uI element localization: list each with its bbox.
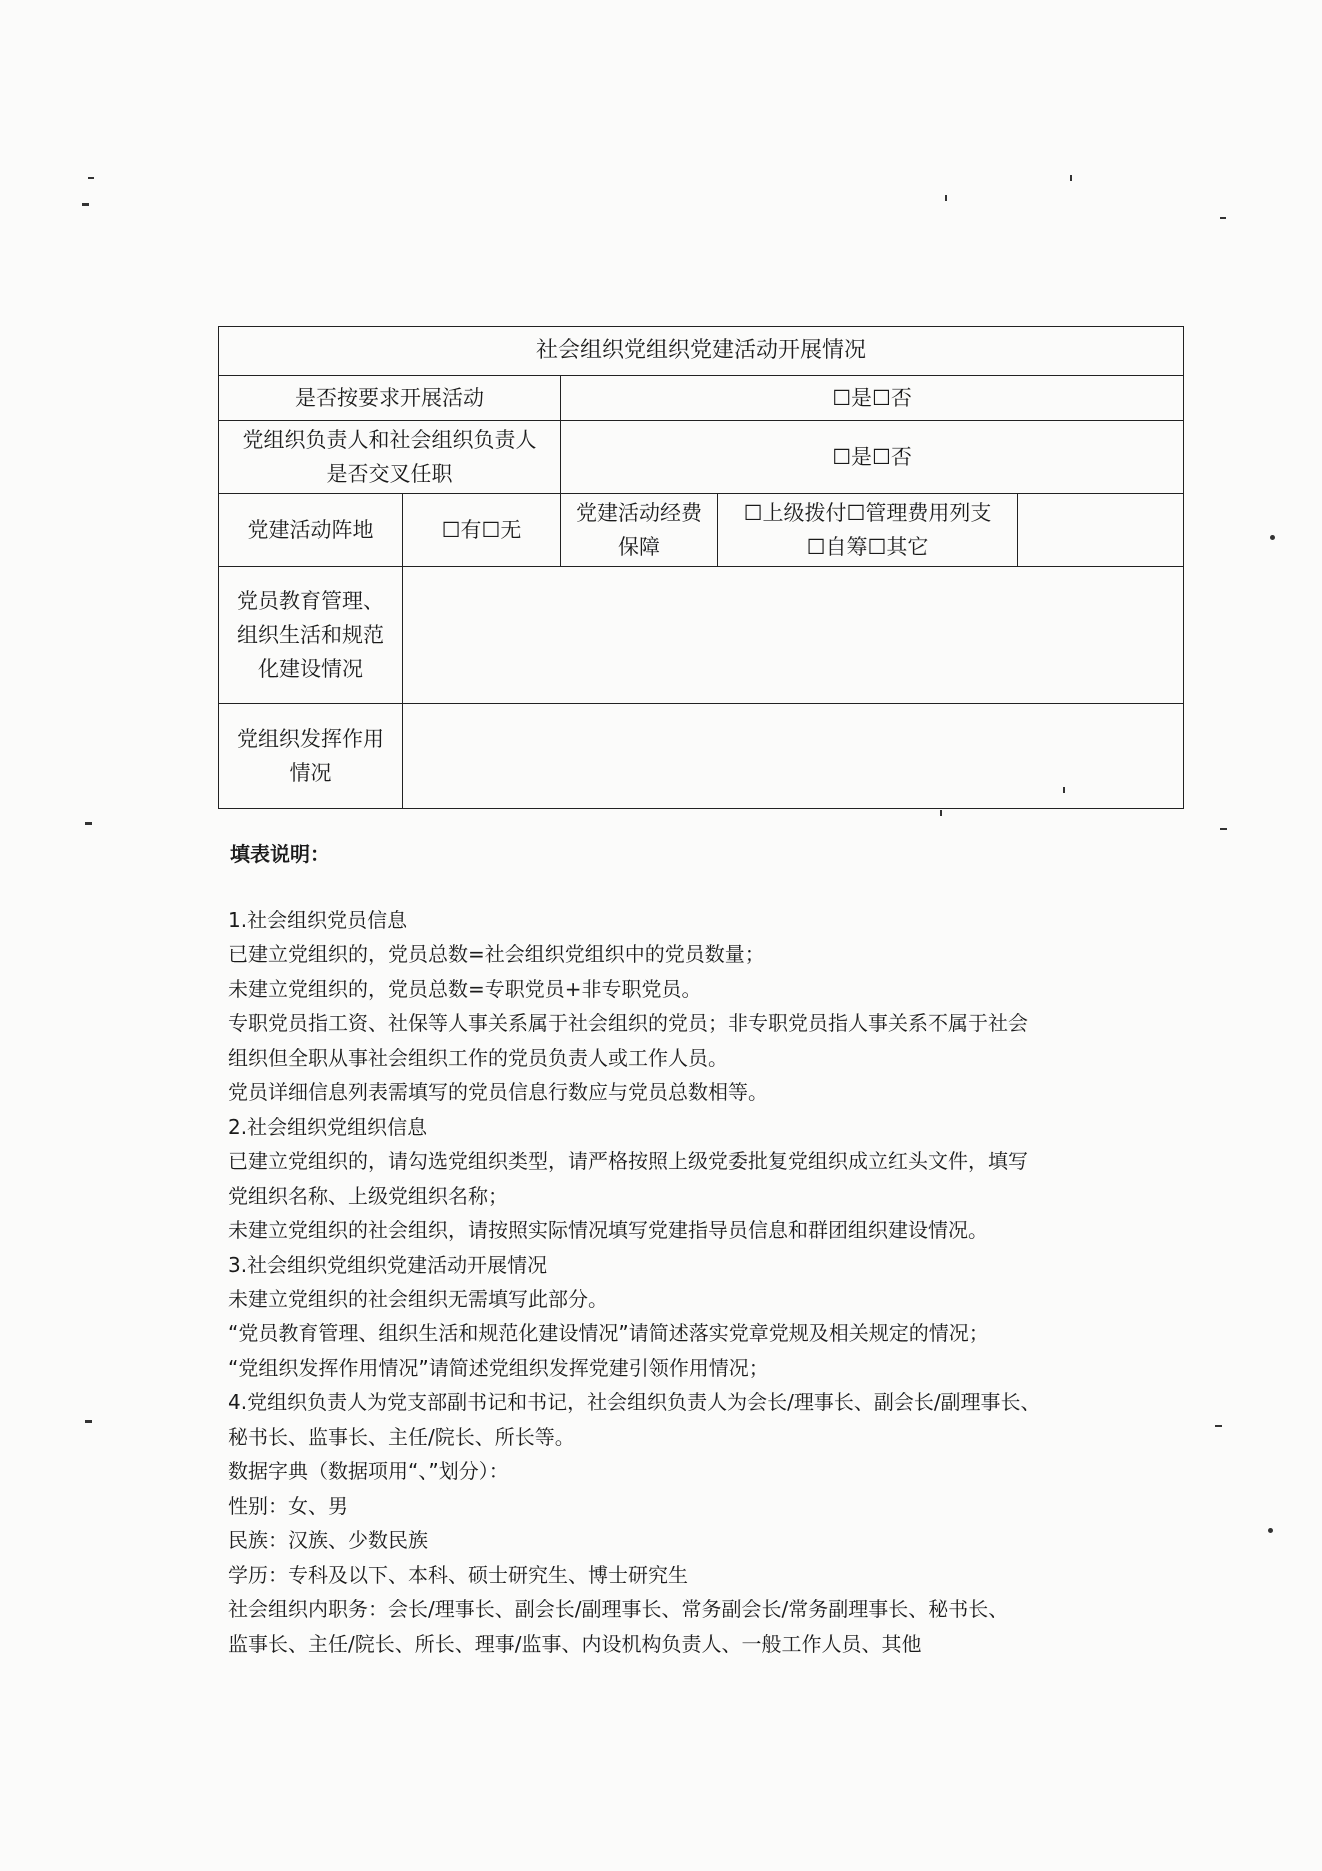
scan-speck <box>85 1420 92 1423</box>
education-label-line3: 化建设情况 <box>258 657 363 681</box>
cross-post-label-line1: 党组织负责人和社会组织负责人 <box>242 428 537 452</box>
venue-label: 党建活动阵地 <box>219 494 403 567</box>
scan-speck <box>88 177 94 179</box>
note-line: 民族：汉族、少数民族 <box>228 1528 428 1553</box>
scan-speck <box>1270 535 1275 540</box>
cross-post-checkbox-group[interactable]: ☐是☐否 <box>561 421 1184 494</box>
note-line: 4.党组织负责人为党支部副书记和书记，社会组织负责人为会长/理事长、副会长/副理事长、 <box>228 1390 1041 1415</box>
scan-speck <box>1220 828 1227 830</box>
scan-speck <box>85 822 92 825</box>
note-line: 未建立党组织的社会组织无需填写此部分。 <box>228 1286 608 1311</box>
scan-speck <box>1220 217 1226 219</box>
note-line: 2.社会组织党组织信息 <box>228 1114 428 1139</box>
funding-label-line1: 党建活动经费 <box>576 501 702 525</box>
funding-options-line1[interactable]: ☐上级拨付☐管理费用列支 <box>743 501 992 525</box>
note-line: “党员教育管理、组织生活和规范化建设情况”请简述落实党章党规及相关规定的情况； <box>228 1321 989 1346</box>
note-line: 党组织名称、上级党组织名称； <box>228 1183 508 1208</box>
role-input-cell[interactable] <box>403 704 1184 809</box>
activity-label: 是否按要求开展活动 <box>219 376 561 421</box>
note-line: 性别：女、男 <box>228 1493 348 1518</box>
note-line: 组织但全职从事社会组织工作的党员负责人或工作人员。 <box>228 1045 728 1070</box>
funding-options-line2[interactable]: ☐自筹☐其它 <box>806 535 929 559</box>
scan-speck <box>1063 787 1065 793</box>
scan-speck <box>82 203 89 206</box>
venue-checkbox-group[interactable]: ☐有☐无 <box>403 494 561 567</box>
party-activity-table <box>218 326 1184 809</box>
scan-speck <box>945 195 947 201</box>
cross-post-label <box>219 421 561 494</box>
education-label-line2: 组织生活和规范 <box>237 623 384 647</box>
note-line: 监事长、主任/院长、所长、理事/监事、内设机构负责人、一般工作人员、其他 <box>228 1631 922 1656</box>
note-line: 数据字典（数据项用“、”划分）： <box>228 1459 509 1484</box>
role-label-line2: 情况 <box>289 761 332 785</box>
funding-label-line2: 保障 <box>618 535 660 559</box>
notes-body <box>228 903 1118 1661</box>
education-label-line1: 党员教育管理、 <box>237 589 384 613</box>
scan-speck <box>1070 175 1072 181</box>
note-line: 专职党员指工资、社保等人事关系属于社会组织的党员；非专职党员指人事关系不属于社会 <box>228 1011 1028 1036</box>
funding-checkbox-group[interactable] <box>718 494 1018 567</box>
funding-extra-cell[interactable] <box>1018 494 1184 567</box>
scan-speck <box>1215 1425 1222 1427</box>
role-label <box>219 704 403 809</box>
cross-post-label-line2: 是否交叉任职 <box>326 462 453 486</box>
education-label <box>219 567 403 704</box>
role-label-line1: 党组织发挥作用 <box>237 727 384 751</box>
notes-heading: 填表说明： <box>230 842 330 866</box>
note-line: 学历：专科及以下、本科、硕士研究生、博士研究生 <box>228 1562 688 1587</box>
education-input-cell[interactable] <box>403 567 1184 704</box>
table-title: 社会组织党组织党建活动开展情况 <box>219 327 1184 376</box>
note-line: 党员详细信息列表需填写的党员信息行数应与党员总数相等。 <box>228 1080 768 1105</box>
note-line: 1.社会组织党员信息 <box>228 908 408 932</box>
note-line: 秘书长、监事长、主任/院长、所长等。 <box>228 1424 575 1449</box>
note-line: 未建立党组织的社会组织，请按照实际情况填写党建指导员信息和群团组织建设情况。 <box>228 1218 988 1243</box>
scan-speck <box>940 810 942 816</box>
note-line: “党组织发挥作用情况”请简述党组织发挥党建引领作用情况； <box>228 1355 769 1380</box>
funding-label <box>561 494 718 567</box>
note-line: 社会组织内职务：会长/理事长、副会长/副理事长、常务副会长/常务副理事长、秘书长、 <box>228 1597 1009 1622</box>
note-line: 已建立党组织的，党员总数=社会组织党组织中的党员数量； <box>228 942 765 967</box>
note-line: 3.社会组织党组织党建活动开展情况 <box>228 1252 548 1277</box>
scan-speck <box>1268 1528 1273 1533</box>
note-line: 未建立党组织的，党员总数=专职党员+非专职党员。 <box>228 976 702 1001</box>
note-line: 已建立党组织的，请勾选党组织类型，请严格按照上级党委批复党组织成立红头文件，填写 <box>228 1149 1028 1174</box>
activity-checkbox-group[interactable]: ☐是☐否 <box>561 376 1184 421</box>
